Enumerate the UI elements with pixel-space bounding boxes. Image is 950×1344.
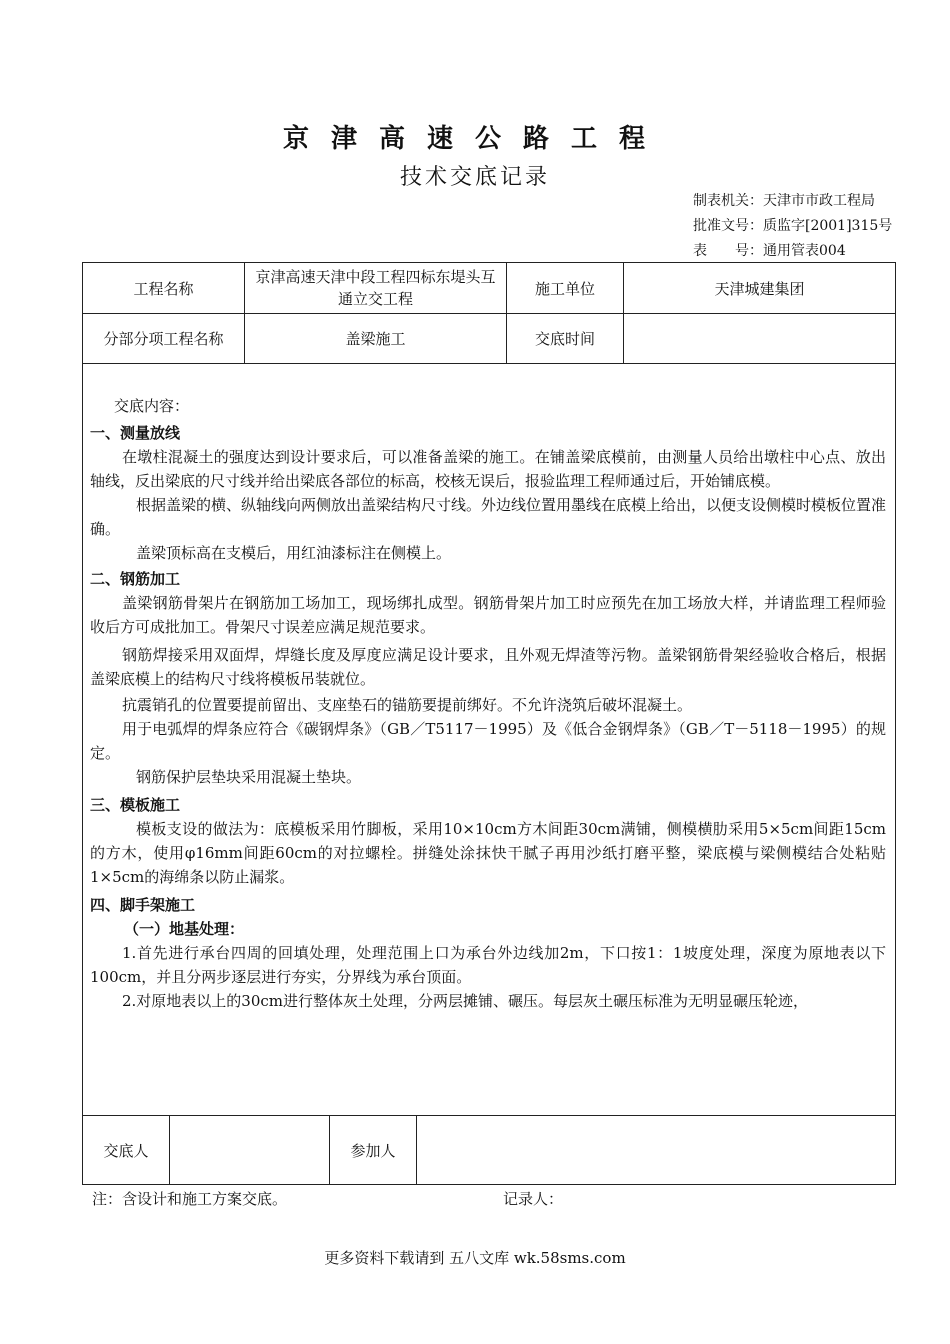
paragraph: 模板支设的做法为：底模板采用竹脚板，采用10×10cm方木间距30cm满铺，侧模横肋采用5×5cm间距15cm的方木，使用φ16mm间距60cm的对拉螺栓。拼缝处涂抹快干腻子再用沙纸打磨平整，梁底模与梁侧模结合处粘贴1×5cm的海绵条以防止漏浆。 [90, 820, 886, 886]
participant-value [417, 1116, 896, 1185]
subproject-value: 盖梁施工 [245, 314, 507, 364]
footer-link-text: 更多资料下载请到 五八文库 wk.58sms.com [324, 1249, 626, 1267]
paragraph: 盖梁钢筋骨架片在钢筋加工场加工，现场绑扎成型。钢筋骨架片加工时应预先在加工场放大样，并请监理工程师验收后方可成批加工。骨架尺寸误差应满足规范要求。 [90, 594, 886, 636]
contractor-value: 天津城建集团 [624, 263, 896, 314]
paragraph: 钢筋焊接采用双面焊，焊缝长度及厚度应满足设计要求，且外观无焊渣等污物。盖梁钢筋骨架经验收合格后，根据盖梁底模上的结构尺寸线将模板吊装就位。 [90, 646, 886, 688]
meta-form-number-label: 表 号： [693, 243, 763, 259]
meta-issuer-label: 制表机关： [693, 193, 763, 209]
meta-approval-label: 批准文号： [693, 218, 763, 234]
subproject-label: 分部分项工程名称 [83, 314, 245, 364]
info-table [82, 262, 896, 364]
disclosure-time-label: 交底时间 [507, 314, 624, 364]
document-subtitle: 技术交底记录 [399, 165, 550, 190]
paragraph: 用于电弧焊的焊条应符合《碳钢焊条》（GB／T5117－1995）及《低合金钢焊条》（GB／T－5118－1995）的规定。 [90, 720, 886, 762]
meta-form-number-value: 通用管表004 [763, 243, 846, 259]
meta-form-number [693, 240, 846, 260]
section-heading: 三、模板施工 [90, 796, 181, 814]
subsection-heading: （一）地基处理： [124, 920, 245, 938]
document-title: 京津高速公路工程 [282, 124, 667, 154]
discloser-value [170, 1116, 330, 1185]
project-name-value: 京津高速天津中段工程四标东堤头互通立交工程 [245, 263, 507, 314]
meta-approval [693, 215, 892, 235]
section-heading: 一、测量放线 [90, 424, 181, 442]
recorder-label: 记录人： [503, 1190, 564, 1208]
disclosure-content [90, 394, 886, 1013]
paragraph: 盖梁顶标高在支模后，用红油漆标注在侧模上。 [136, 544, 452, 562]
discloser-label: 交底人 [83, 1116, 170, 1185]
disclosure-time-value [624, 314, 896, 364]
paragraph: 在墩柱混凝土的强度达到设计要求后，可以准备盖梁的施工。在铺盖梁底模前，由测量人员给出墩柱中心点、放出轴线，反出梁底的尺寸线并给出梁底各部位的标高，校核无误后，报验监理工程师通过后，开始铺底模。 [90, 448, 886, 490]
signoff-table [82, 1115, 896, 1185]
paragraph: 1.首先进行承台四周的回填处理，处理范围上口为承台外边线加2m，下口按1：1坡度处理，深度为原地表以下100cm，并且分两步逐层进行夯实，分界线为承台顶面。 [90, 944, 886, 986]
meta-issuer [693, 190, 875, 210]
participant-label: 参加人 [330, 1116, 417, 1185]
paragraph: 2.对原地表以上的30cm进行整体灰土处理，分两层摊铺、碾压。每层灰土碾压标准为无明显碾压轮迹， [122, 992, 809, 1010]
meta-issuer-value: 天津市市政工程局 [763, 193, 875, 209]
project-name-label: 工程名称 [83, 263, 245, 314]
content-intro: 交底内容： [114, 397, 190, 415]
paragraph: 抗震销孔的位置要提前留出、支座垫石的锚筋要提前绑好。不允许浇筑后破坏混凝土。 [122, 696, 693, 714]
section-heading: 二、钢筋加工 [90, 570, 181, 588]
paragraph: 钢筋保护层垫块采用混凝土垫块。 [136, 768, 362, 786]
contractor-label: 施工单位 [507, 263, 624, 314]
paragraph: 根据盖梁的横、纵轴线向两侧放出盖梁结构尺寸线。外边线位置用墨线在底模上给出，以便支设侧模时模板位置准确。 [90, 496, 887, 538]
section-heading: 四、脚手架施工 [90, 896, 196, 914]
meta-approval-value: 质监字[2001]315号 [763, 218, 893, 234]
footnote: 注：含设计和施工方案交底。 [92, 1190, 288, 1208]
